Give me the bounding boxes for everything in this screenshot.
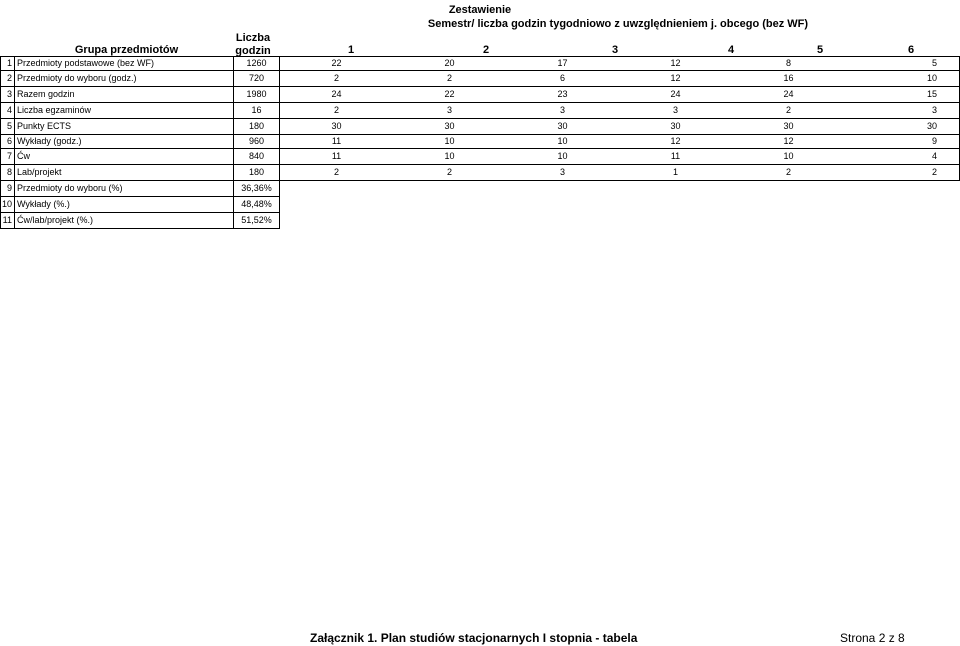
row-name: Lab/projekt: [15, 165, 234, 181]
row-sem-value: 30: [619, 119, 732, 135]
column-header-semester-4: 4: [727, 44, 735, 56]
row-sem-value: 3: [506, 165, 619, 181]
row-sem-value: 30: [393, 119, 506, 135]
row-name: Punkty ECTS: [15, 119, 234, 135]
row-sem-value: 20: [393, 57, 506, 71]
row-name: Przedmioty do wyboru (godz.): [15, 71, 234, 87]
row-sem-value: 24: [280, 87, 394, 103]
row-name: Przedmioty do wyboru (%): [15, 181, 234, 197]
row-sem-value: 3: [393, 103, 506, 119]
row-sem-value: 10: [393, 149, 506, 165]
row-sem-value: 6: [506, 71, 619, 87]
table-row: [1, 135, 960, 149]
row-sem-value: 24: [619, 87, 732, 103]
row-sem-value: 2: [845, 165, 960, 181]
row-total: 48,48%: [234, 197, 280, 213]
column-header-hours: Liczba godzin: [235, 32, 271, 57]
row-sem-value: 22: [280, 57, 394, 71]
row-number: 1: [1, 57, 15, 71]
row-number: 10: [1, 197, 15, 213]
table-row: [1, 87, 960, 103]
row-sem-value: 3: [845, 103, 960, 119]
row-sem-value: 2: [732, 165, 845, 181]
column-header-group: Grupa przedmiotów: [74, 44, 179, 56]
row-sem-value: 10: [732, 149, 845, 165]
row-total: 960: [234, 135, 280, 149]
table-row: [1, 119, 960, 135]
row-sem-value: 2: [393, 165, 506, 181]
row-name: Liczba egzaminów: [15, 103, 234, 119]
row-sem-value: 11: [619, 149, 732, 165]
table-row: [1, 149, 960, 165]
column-header-semester-3: 3: [611, 44, 619, 56]
table-row: [1, 197, 960, 213]
row-name: Wykłady (godz.): [15, 135, 234, 149]
row-total: 16: [234, 103, 280, 119]
row-sem-value: 11: [280, 149, 394, 165]
row-sem-value: 10: [393, 135, 506, 149]
row-sem-value: 1: [619, 165, 732, 181]
row-sem-value: 17: [506, 57, 619, 71]
footer-title: Załącznik 1. Plan studiów stacjonarnych I stopnia - tabela: [310, 631, 638, 645]
row-sem-value: 3: [506, 103, 619, 119]
row-sem-value: 10: [845, 71, 960, 87]
row-name: Wykłady (%.): [15, 197, 234, 213]
row-total: 840: [234, 149, 280, 165]
row-sem-value: 9: [845, 135, 960, 149]
row-sem-value: 12: [619, 135, 732, 149]
row-number: 6: [1, 135, 15, 149]
table-row: [1, 103, 960, 119]
row-number: 3: [1, 87, 15, 103]
row-total: 51,52%: [234, 213, 280, 229]
row-total: 1260: [234, 57, 280, 71]
row-number: 4: [1, 103, 15, 119]
table-row: [1, 213, 960, 229]
row-number: 2: [1, 71, 15, 87]
table-row: [1, 57, 960, 71]
table-title: Zestawienie: [448, 4, 512, 16]
summary-table: [0, 56, 960, 229]
row-sem-value: 3: [619, 103, 732, 119]
row-sem-value: 2: [732, 103, 845, 119]
row-sem-value: 4: [845, 149, 960, 165]
row-number: 8: [1, 165, 15, 181]
row-number: 5: [1, 119, 15, 135]
row-total: 36,36%: [234, 181, 280, 197]
row-total: 1980: [234, 87, 280, 103]
row-name: Ćw/lab/projekt (%.): [15, 213, 234, 229]
row-sem-value: 2: [280, 71, 394, 87]
row-sem-value: 24: [732, 87, 845, 103]
row-sem-value: 11: [280, 135, 394, 149]
row-sem-value: 2: [280, 165, 394, 181]
row-sem-value: 30: [506, 119, 619, 135]
row-sem-value: 2: [280, 103, 394, 119]
table-row: [1, 181, 960, 197]
column-header-semester-1: 1: [347, 44, 355, 56]
row-sem-value: 8: [732, 57, 845, 71]
row-sem-value: 2: [393, 71, 506, 87]
column-header-semester-5: 5: [816, 44, 824, 56]
row-sem-value: 15: [845, 87, 960, 103]
row-sem-value: 16: [732, 71, 845, 87]
row-name: Przedmioty podstawowe (bez WF): [15, 57, 234, 71]
row-number: 7: [1, 149, 15, 165]
row-sem-value: 30: [732, 119, 845, 135]
row-sem-value: 22: [393, 87, 506, 103]
row-sem-value: 10: [506, 149, 619, 165]
table-row: [1, 165, 960, 181]
page-number: Strona 2 z 8: [840, 631, 905, 645]
row-sem-value: 10: [506, 135, 619, 149]
column-header-semester-6: 6: [907, 44, 915, 56]
row-sem-value: 12: [619, 57, 732, 71]
row-number: 11: [1, 213, 15, 229]
row-name: Razem godzin: [15, 87, 234, 103]
row-number: 9: [1, 181, 15, 197]
row-total: 180: [234, 165, 280, 181]
row-total: 720: [234, 71, 280, 87]
row-sem-value: 30: [845, 119, 960, 135]
row-sem-value: 5: [845, 57, 960, 71]
column-header-semester-2: 2: [482, 44, 490, 56]
row-sem-value: 12: [732, 135, 845, 149]
row-sem-value: 23: [506, 87, 619, 103]
row-total: 180: [234, 119, 280, 135]
row-sem-value: 30: [280, 119, 394, 135]
row-sem-value: 12: [619, 71, 732, 87]
row-name: Ćw: [15, 149, 234, 165]
table-row: [1, 71, 960, 87]
table-subtitle: Semestr/ liczba godzin tygodniowo z uwzględnieniem j. obcego (bez WF): [427, 18, 809, 30]
